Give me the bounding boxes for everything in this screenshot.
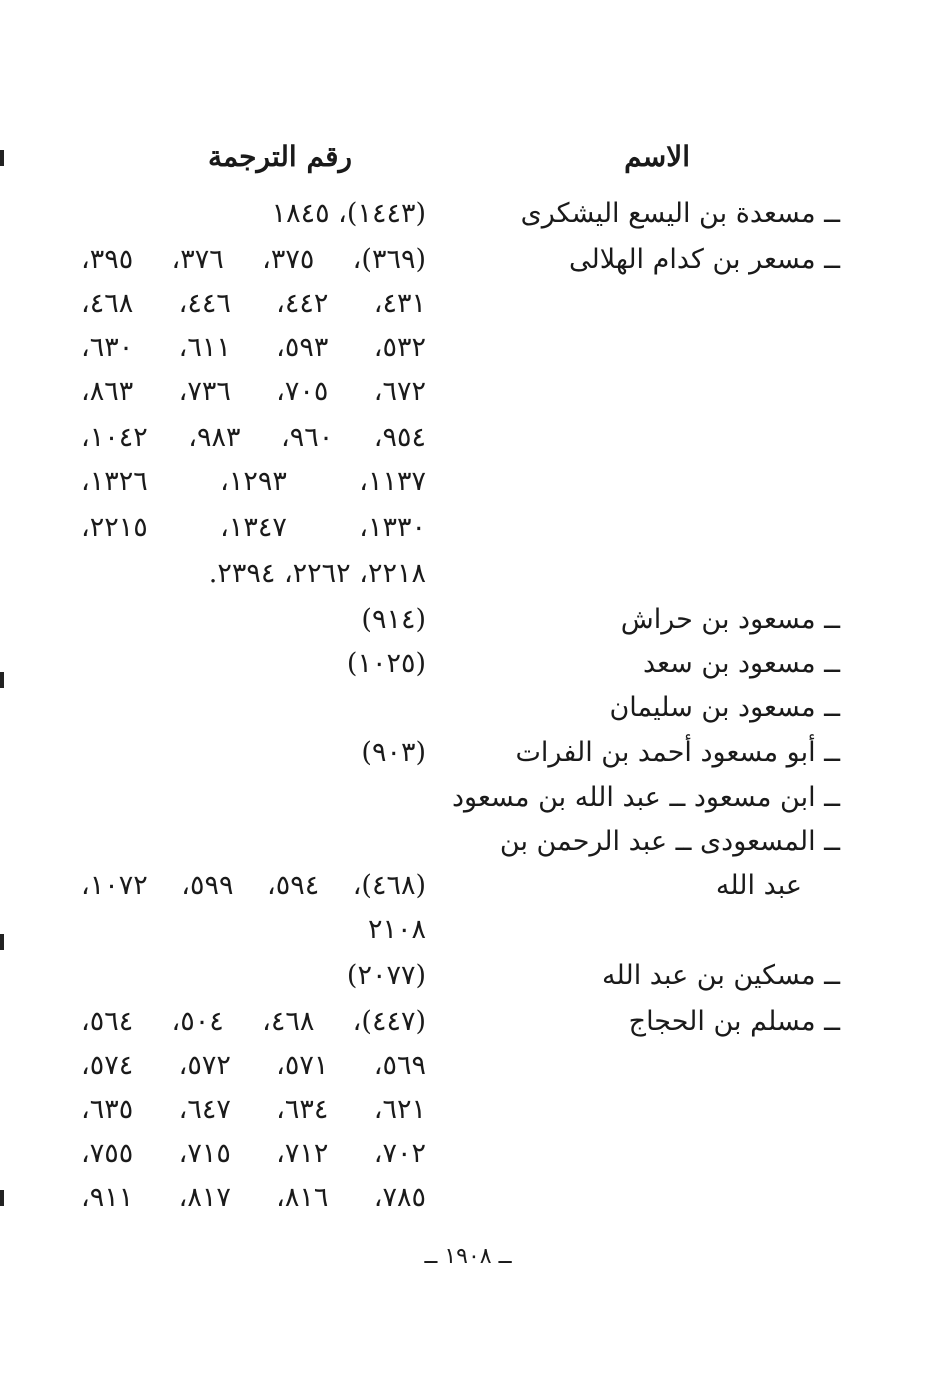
entry-number: (٩٠٣) bbox=[361, 737, 426, 768]
column-header-name: الاسم bbox=[624, 140, 690, 173]
entry-number: ١١٣٧، ١٢٩٣، ١٣٢٦، bbox=[81, 466, 427, 497]
entry-name: ــ مسلم بن الحجاج bbox=[628, 1006, 840, 1037]
entry-number: ٦٧٢، ٧٠٥، ٧٣٦، ٨٦٣، bbox=[81, 376, 427, 407]
entry-number: ١٣٣٠، ١٣٤٧، ٢٢١٥، bbox=[81, 512, 427, 543]
entry-name: ــ المسعودى ــ عبد الرحمن بن bbox=[499, 826, 840, 857]
entry-number: ٥٣٢، ٥٩٣، ٦١١، ٦٣٠، bbox=[81, 332, 427, 363]
entry-name: ــ مسكين بن عبد الله bbox=[602, 960, 840, 991]
scan-margin-mark bbox=[0, 150, 4, 166]
entry-number: ٧٨٥، ٨١٦، ٨١٧، ٩١١، bbox=[81, 1182, 427, 1213]
entry-number: (٣٦٩)، ٣٧٥، ٣٧٦، ٣٩٥، bbox=[81, 244, 426, 275]
entry-number: (٤٦٨)، ٥٩٤، ٥٩٩، ١٠٧٢، bbox=[81, 870, 427, 901]
entry-number: (١٠٢٥) bbox=[346, 648, 426, 679]
entry-number: (٤٤٧)، ٤٦٨، ٥٠٤، ٥٦٤، bbox=[81, 1006, 426, 1037]
entry-number: ٤٣١، ٤٤٢، ٤٤٦، ٤٦٨، bbox=[81, 288, 427, 319]
entry-number: (١٤٤٣)، ١٨٤٥ bbox=[271, 198, 426, 229]
entry-name: ــ مسعر بن كدام الهلالى bbox=[569, 244, 840, 275]
scan-margin-mark bbox=[0, 934, 4, 950]
entry-number: ٩٥٤، ٩٦٠، ٩٨٣، ١٠٤٢، bbox=[81, 422, 427, 453]
entry-number: (٢٠٧٧) bbox=[346, 960, 426, 991]
entry-name-continuation: عبد الله bbox=[715, 870, 802, 901]
entry-name: ــ أبو مسعود أحمد بن الفرات bbox=[515, 737, 840, 768]
entry-number: ٦٢١، ٦٣٤، ٦٤٧، ٦٣٥، bbox=[81, 1094, 427, 1125]
scan-margin-mark bbox=[0, 672, 4, 688]
entry-number: ٢١٠٨ bbox=[367, 914, 426, 945]
entry-number: ٧٠٢، ٧١٢، ٧١٥، ٧٥٥، bbox=[81, 1138, 427, 1169]
entry-name: ــ ابن مسعود ــ عبد الله بن مسعود bbox=[451, 782, 840, 813]
scan-margin-mark bbox=[0, 1190, 4, 1206]
entry-number: (٩١٤) bbox=[361, 604, 426, 635]
page-number: ــ ١٩٠٨ ــ bbox=[424, 1244, 512, 1269]
entry-number: ٢٢١٨، ٢٢٦٢، ٢٣٩٤. bbox=[208, 558, 426, 589]
entry-name: ــ مسعود بن حراش bbox=[620, 604, 840, 635]
entry-name: ــ مسعدة بن اليسع اليشكرى bbox=[520, 198, 840, 229]
entry-number: ٥٦٩، ٥٧١، ٥٧٢، ٥٧٤، bbox=[81, 1050, 427, 1081]
column-header-number: رقم الترجمة bbox=[207, 140, 352, 173]
entry-name: ــ مسعود بن سليمان bbox=[609, 692, 840, 723]
entry-name: ــ مسعود بن سعد bbox=[642, 648, 840, 679]
